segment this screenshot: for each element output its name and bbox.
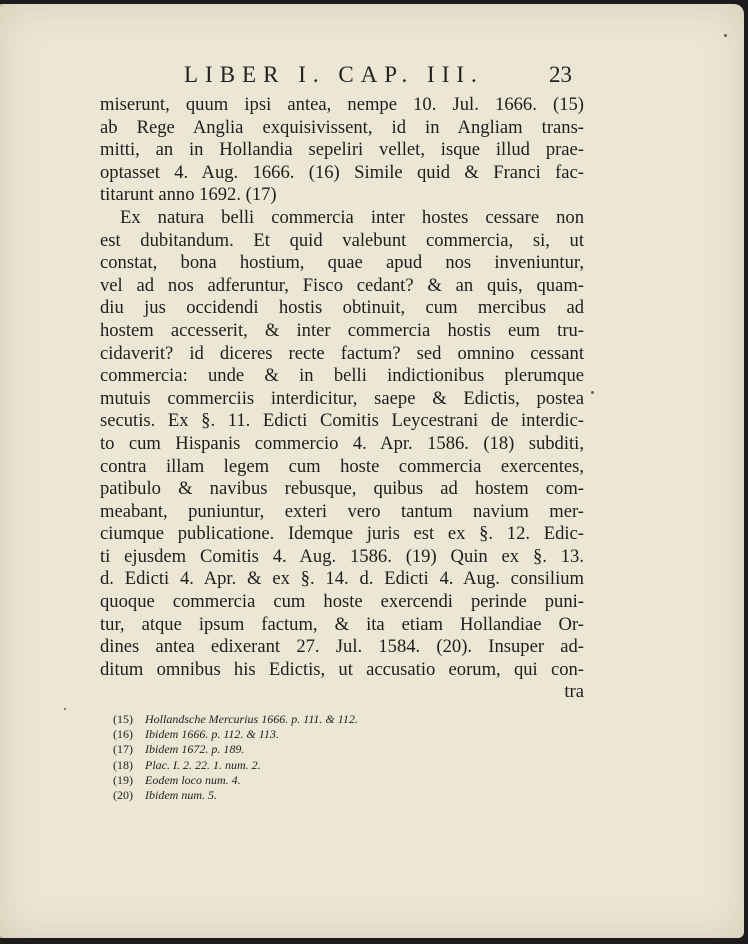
body-line: optasset 4. Aug. 1666. (16) Simile quid & Franci fac- bbox=[100, 161, 584, 183]
body-line: commercia: unde & in belli indictionibus plerumque bbox=[100, 365, 584, 387]
footnotes bbox=[113, 712, 443, 803]
footnote-text: Plac. I. 2. 22. 1. num. 2. bbox=[145, 757, 261, 772]
body-line: Ex natura belli commercia inter hostes cessare non bbox=[120, 206, 584, 228]
body-line: miserunt, quum ipsi antea, nempe 10. Jul. 1666. (15) bbox=[100, 94, 584, 115]
footnote bbox=[113, 742, 443, 757]
footnote-marker: (20) bbox=[113, 788, 133, 803]
running-head-title: LIBER I. CAP. III. bbox=[184, 62, 484, 87]
running-head bbox=[184, 62, 572, 92]
body-text bbox=[100, 94, 584, 704]
body-line: to cum Hispanis commercio 4. Apr. 1586. (18) subditi, bbox=[100, 432, 584, 454]
paper-speck bbox=[724, 34, 727, 37]
footnote-text: Ibidem 1666. p. 112. & 113. bbox=[145, 727, 279, 742]
body-line: ab Rege Anglia exquisivissent, id in Angliam trans- bbox=[100, 116, 584, 138]
body-line: ti ejusdem Comitis 4. Aug. 1586. (19) Quin ex §. 13. bbox=[100, 545, 584, 567]
body-line: quoque commercia cum hoste exercendi perinde puni- bbox=[100, 591, 584, 613]
body-line: hostem accesserit, & inter commercia hostis eum tru- bbox=[100, 319, 584, 341]
body-line: d. Edicti 4. Apr. & ex §. 14. d. Edicti 4. Aug. consilium bbox=[100, 568, 584, 590]
body-line: dines antea edixerant 27. Jul. 1584. (20). Insuper ad- bbox=[100, 636, 584, 658]
footnote-text: Ibidem 1672. p. 189. bbox=[145, 742, 245, 757]
body-line: cidaverit? id diceres recte factum? sed omnino cessant bbox=[100, 342, 584, 364]
paper-speck bbox=[591, 391, 594, 394]
body-line: ciumque publicatione. Idemque juris est ex §. 12. Edic- bbox=[100, 523, 584, 545]
body-line: constat, bona hostium, quae apud nos inveniuntur, bbox=[100, 252, 584, 274]
body-line: tur, atque ipsum factum, & ita etiam Hollandiae Or- bbox=[100, 613, 584, 635]
footnote bbox=[113, 727, 443, 742]
footnote bbox=[113, 788, 443, 803]
body-line: secutis. Ex §. 11. Edicti Comitis Leycestrani de interdic- bbox=[100, 410, 584, 432]
body-line: est dubitandum. Et quid valebunt commercia, si, ut bbox=[100, 229, 584, 251]
footnote-marker: (17) bbox=[113, 742, 133, 757]
footnote-text: Eodem loco num. 4. bbox=[145, 772, 241, 787]
body-line: titarunt anno 1692. (17) bbox=[100, 184, 277, 206]
body-line: vel ad nos adferuntur, Fisco cedant? & an quis, quam- bbox=[100, 274, 584, 296]
body-line: ditum omnibus his Edictis, ut accusatio eorum, qui con- bbox=[100, 658, 584, 680]
footnote bbox=[113, 712, 443, 727]
footnote bbox=[113, 773, 443, 788]
catchword: tra bbox=[564, 681, 584, 703]
footnote-marker: (16) bbox=[113, 727, 133, 742]
body-line: mutuis commerciis interdicitur, saepe & Edictis, postea bbox=[100, 387, 584, 409]
footnote-text: Ibidem num. 5. bbox=[145, 788, 217, 803]
footnote-marker: (18) bbox=[113, 757, 133, 772]
body-line: patibulo & navibus rebusque, quibus ad hostem com- bbox=[100, 478, 584, 500]
page-number: 23 bbox=[549, 62, 572, 87]
body-line: contra illam legem cum hoste commercia exercentes, bbox=[100, 455, 584, 477]
body-line: diu jus occidendi hostis obtinuit, cum mercibus ad bbox=[100, 297, 584, 319]
body-line: mitti, an in Hollandia sepeliri vellet, isque illud prae- bbox=[100, 139, 584, 161]
body-line: meabant, puniuntur, exteri vero tantum navium mer- bbox=[100, 500, 584, 522]
footnote-marker: (19) bbox=[113, 772, 133, 787]
footnote-text: Hollandsche Mercurius 1666. p. 111. & 112. bbox=[145, 712, 358, 726]
footnote bbox=[113, 758, 443, 773]
paper-speck bbox=[64, 708, 66, 710]
footnote-marker: (15) bbox=[113, 712, 133, 726]
